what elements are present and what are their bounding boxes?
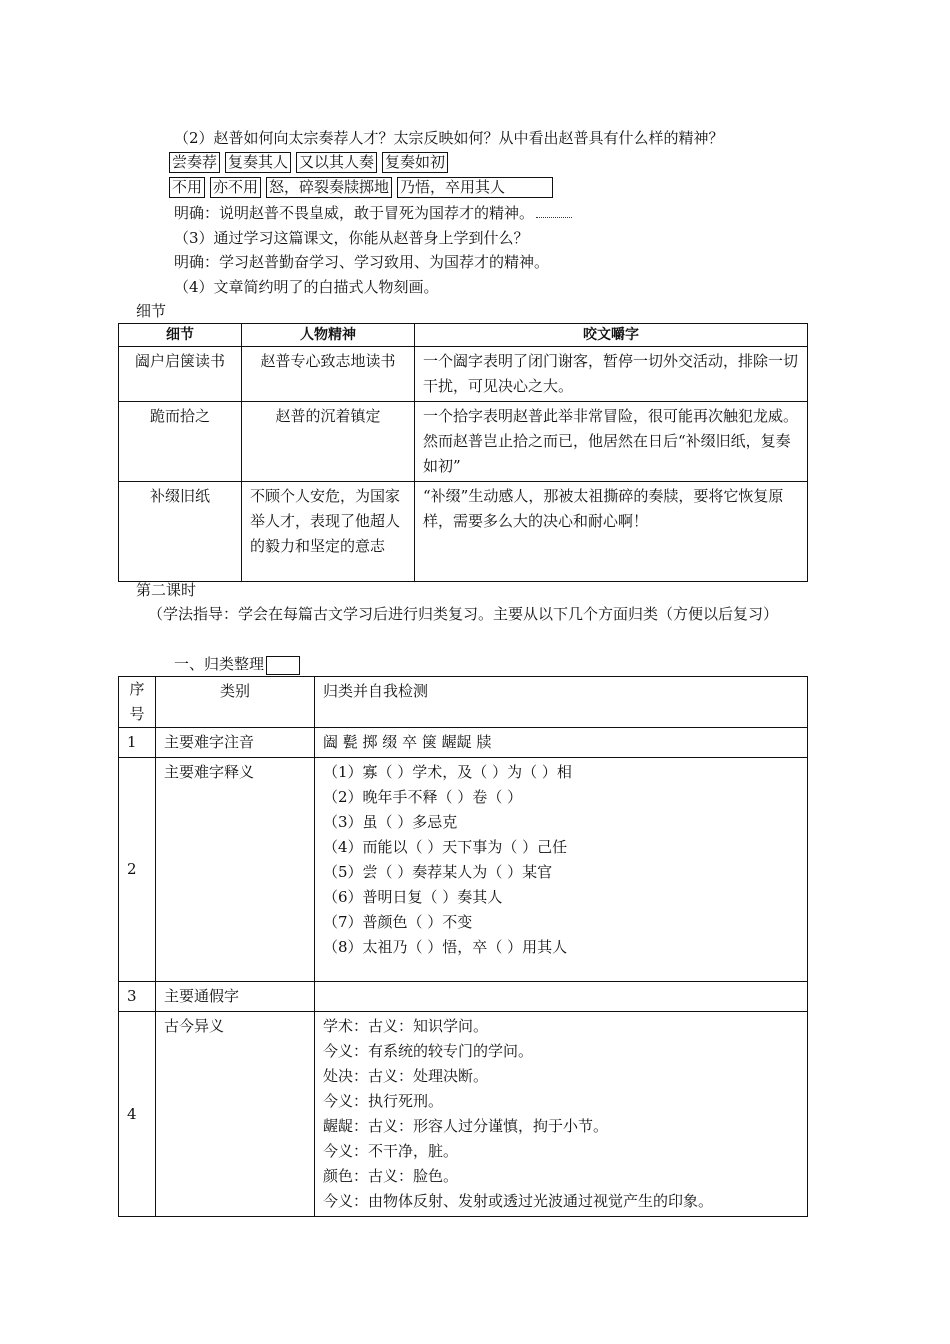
table-header-row <box>119 677 808 728</box>
classification-table <box>118 676 808 1217</box>
answer-box: 亦不用 <box>210 177 261 198</box>
question-2-answer <box>174 203 572 223</box>
table-row <box>119 402 808 482</box>
table-row <box>119 347 808 402</box>
question-3-answer: 明确：学习赵普勤奋学习、学习致用、为国荐才的精神。 <box>174 253 550 271</box>
table-header-row <box>119 324 808 347</box>
category-cell: 主要难字注音 <box>156 728 315 758</box>
blank-box <box>266 656 300 675</box>
exercise-list <box>315 758 808 982</box>
section-title: 一、归类整理 <box>174 655 265 673</box>
spirit-cell: 赵普的沉着镇定 <box>242 402 415 482</box>
meaning-item: 今义：有系统的较专门的学问。 <box>323 1042 534 1060</box>
header-text: 序号 <box>129 680 145 723</box>
meaning-item: 颜色：古义：脸色。 <box>323 1167 459 1185</box>
table-row <box>119 728 808 758</box>
meaning-item: 处决：古义：处理决断。 <box>323 1067 489 1085</box>
detail-table <box>118 323 808 582</box>
answer-box: 尝奏荐 <box>169 152 220 173</box>
question-2: （2）赵普如何向太宗奏荐人才？太宗反映如何？从中看出赵普具有什么样的精神？ <box>174 129 724 147</box>
table-row <box>119 1012 808 1217</box>
table-row <box>119 758 808 982</box>
answer-boxes-row-2 <box>169 177 553 198</box>
meaning-item: 学术：古义：知识学问。 <box>323 1017 489 1035</box>
column-header: 咬文嚼字 <box>415 324 808 347</box>
spirit-cell: 赵普专心致志地读书 <box>242 347 415 402</box>
section-1-heading <box>174 654 300 675</box>
words-cell: 一个拾字表明赵普此举非常冒险，很可能再次触犯龙威。然而赵普岂止拾之而已，他居然在日后“补缀旧纸，复奏如初” <box>415 402 808 482</box>
meaning-item: 今义：执行死刑。 <box>323 1092 444 1110</box>
answer-box: 不用 <box>169 177 205 198</box>
study-guide: （学法指导：学会在每篇古文学习后进行归类复习。主要从以下几个方面归类（方便以后复习） <box>148 605 779 623</box>
spirit-cell: 不顾个人安危，为国家举人才，表现了他超人的毅力和坚定的意志 <box>242 482 415 582</box>
meaning-item: 今义：由物体反射、发射或透过光波通过视觉产生的印象。 <box>323 1192 714 1210</box>
row-number: 3 <box>119 982 156 1012</box>
detail-cell: 跪而拾之 <box>119 402 242 482</box>
answer-box: 又以其人奏 <box>296 152 377 173</box>
lesson-2-heading: 第二课时 <box>136 581 197 599</box>
column-header: 细节 <box>119 324 242 347</box>
meaning-item: 今义：不干净，脏。 <box>323 1142 459 1160</box>
answer-box: 乃悟，卒用其人 <box>397 177 553 198</box>
words-cell: 一个阖字表明了闭门谢客，暂停一切外交活动，排除一切干扰，可见决心之大。 <box>415 347 808 402</box>
row-number: 2 <box>119 758 156 982</box>
table-row <box>119 482 808 582</box>
table-row <box>119 982 808 1012</box>
meaning-item: 龌龊：古义：形容人过分谨慎，拘于小节。 <box>323 1117 609 1135</box>
row-number: 4 <box>119 1012 156 1217</box>
detail-cell: 阖户启箧读书 <box>119 347 242 402</box>
words-cell: “补缀”生动感人，那被太祖撕碎的奏牍，要将它恢复原样，需要多么大的决心和耐心啊！ <box>415 482 808 582</box>
exercise-item: （6）普明日复（ ）奏其人 <box>323 888 503 906</box>
category-cell: 古今异义 <box>156 1012 315 1217</box>
exercise-item: （8）太祖乃（ ）悟，卒（ ）用其人 <box>323 938 568 956</box>
exercise-item: （5）尝（ ）奏荐某人为（ ）某官 <box>323 863 553 881</box>
dotted-underline <box>536 207 572 218</box>
answer-box: 复奏如初 <box>382 152 448 173</box>
column-header: 人物精神 <box>242 324 415 347</box>
exercise-item: （3）虽（ ）多忌克 <box>323 813 458 831</box>
exercise-item: （2）晚年手不释（ ）卷（ ） <box>323 788 523 806</box>
detail-label: 细节 <box>136 302 167 320</box>
answer-box: 怒，碎裂奏牍掷地 <box>266 177 392 198</box>
exercise-item: （4）而能以（ ）天下事为（ ）己任 <box>323 838 568 856</box>
category-cell: 主要通假字 <box>156 982 315 1012</box>
detail-cell: 补缀旧纸 <box>119 482 242 582</box>
column-header <box>119 677 156 728</box>
category-cell: 主要难字释义 <box>156 758 315 982</box>
answer-boxes-row-1 <box>169 152 448 173</box>
question-3: （3）通过学习这篇课文，你能从赵普身上学到什么？ <box>174 229 529 247</box>
column-header: 归类并自我检测 <box>315 677 808 728</box>
pinyin-chars: 阖 甏 掷 缀 卒 箧 龌龊 牍 <box>315 728 808 758</box>
column-header: 类别 <box>156 677 315 728</box>
question-4: （4）文章简约明了的白描式人物刻画。 <box>174 278 439 296</box>
exercise-item: （7）普颜色（ ）不变 <box>323 913 473 931</box>
meaning-list <box>315 1012 808 1217</box>
exercise-item: （1）寡（ ）学术，及（ ）为（ ）相 <box>323 763 572 781</box>
answer-box: 复奏其人 <box>225 152 291 173</box>
empty-cell <box>315 982 808 1012</box>
answer-text: 明确：说明赵普不畏皇威，敢于冒死为国荐才的精神。 <box>174 204 535 222</box>
row-number: 1 <box>119 728 156 758</box>
